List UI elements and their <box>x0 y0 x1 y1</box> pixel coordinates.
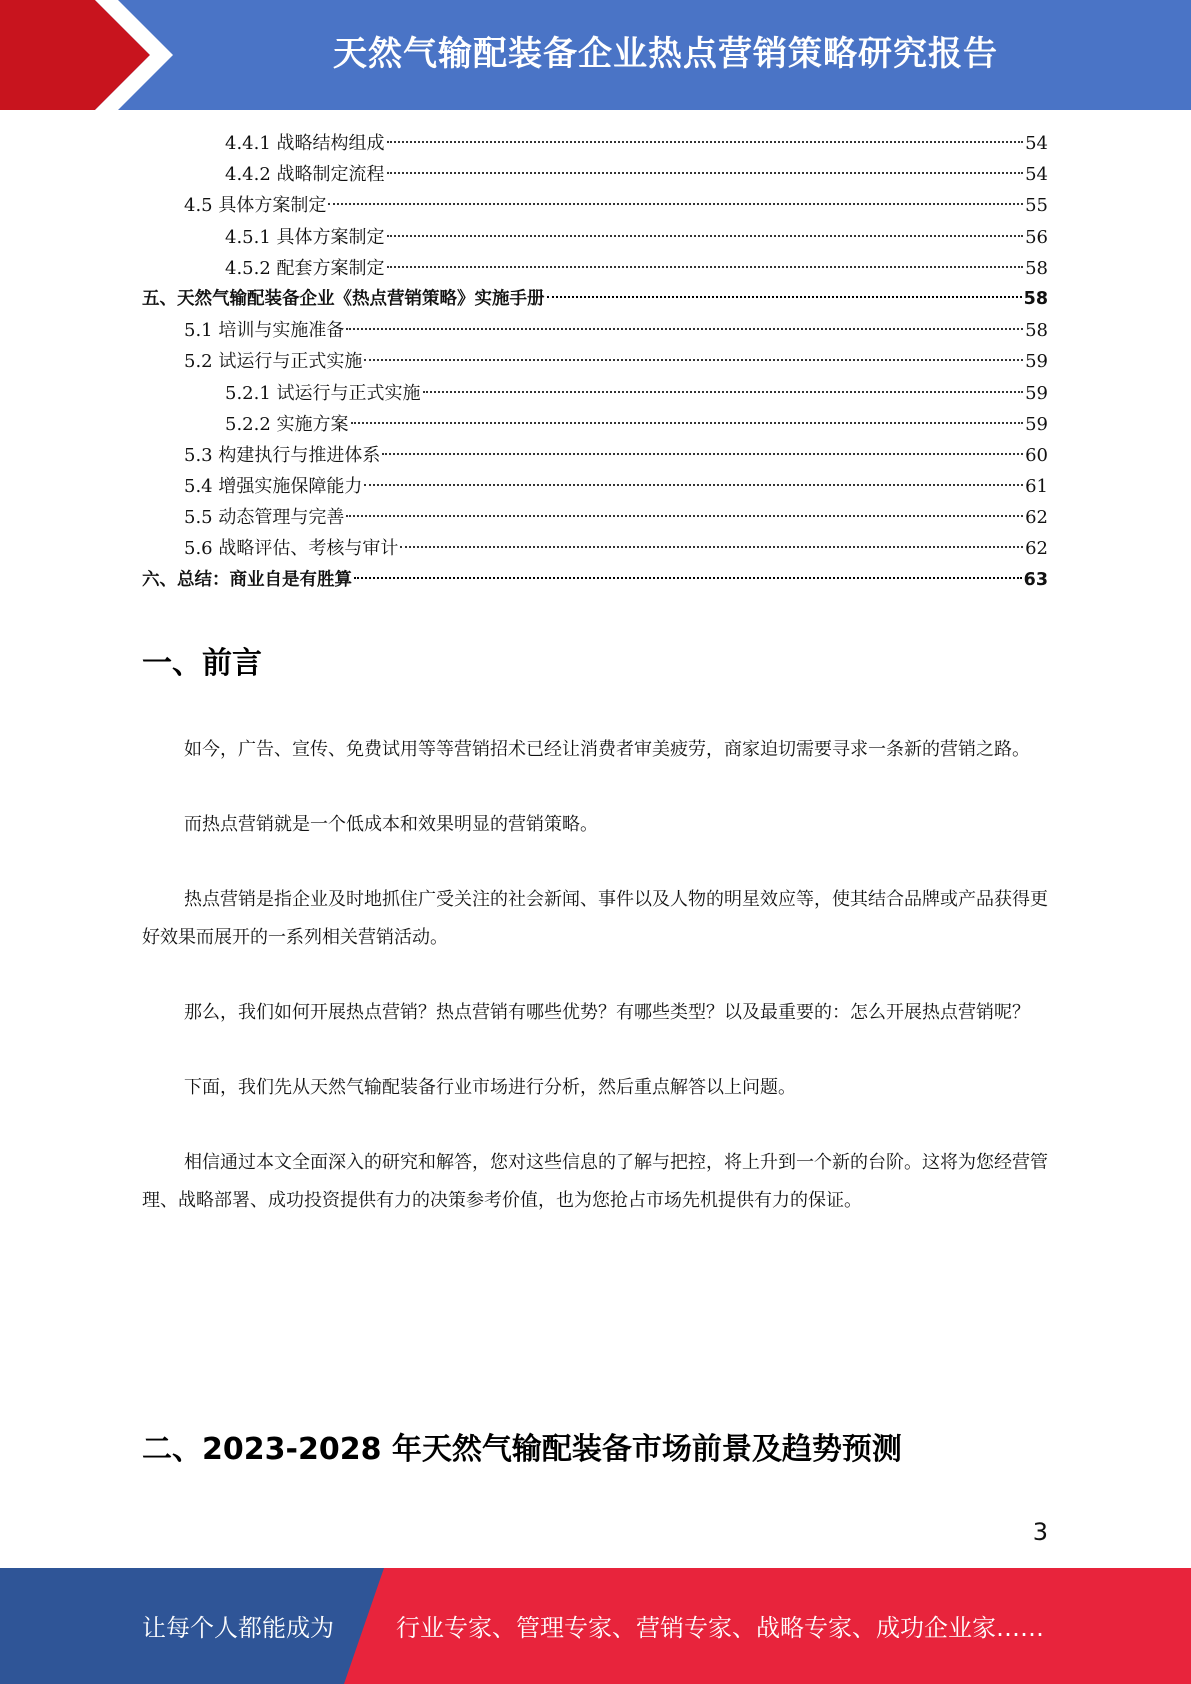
toc-dot-leader <box>346 328 1023 330</box>
toc-dot-leader <box>354 577 1022 579</box>
toc-dot-leader <box>351 422 1024 424</box>
preface-paragraph: 相信通过本文全面深入的研究和解答，您对这些信息的了解与把控，将上升到一个新的台阶。这将为您经营管理、战略部署、成功投资提供有力的决策参考价值，也为您抢占市场先机提供有力的保证。 <box>142 1152 1048 1211</box>
toc-dot-leader <box>382 453 1023 455</box>
preface-paragraph: 下面，我们先从天然气输配装备行业市场进行分析，然后重点解答以上问题。 <box>184 1077 796 1098</box>
toc-entry[interactable] <box>142 128 1048 159</box>
toc-entry-label: 5.3 构建执行与推进体系 <box>184 444 381 466</box>
toc-entry-page: 59 <box>1025 413 1048 435</box>
toc-entry-page: 61 <box>1025 476 1048 498</box>
toc-entry-page: 59 <box>1025 382 1048 404</box>
toc-entry-label: 4.5 具体方案制定 <box>184 195 327 217</box>
toc-dot-leader <box>547 296 1022 298</box>
toc-entry-page: 55 <box>1025 195 1048 217</box>
toc-entry-page: 59 <box>1025 351 1048 373</box>
preface-paragraph: 热点营销是指企业及时地抓住广受关注的社会新闻、事件以及人物的明星效应等，使其结合品牌或产品获得更好效果而展开的一系列相关营销活动。 <box>142 889 1048 948</box>
toc-entry[interactable] <box>142 533 1048 564</box>
toc-entry-label: 4.4.1 战略结构组成 <box>225 133 385 154</box>
toc-entry-label: 5.1 培训与实施准备 <box>184 320 345 342</box>
toc-entry[interactable] <box>142 315 1048 346</box>
toc-entry[interactable] <box>142 222 1048 253</box>
report-title: 天然气输配装备企业热点营销策略研究报告 <box>333 34 998 74</box>
toc-entry-label: 4.5.1 具体方案制定 <box>225 226 385 248</box>
section-heading-market-forecast: 二、2023-2028 年天然气输配装备市场前景及趋势预测 <box>142 1432 902 1467</box>
toc-dot-leader <box>387 266 1024 268</box>
toc-entry-page: 56 <box>1025 226 1048 248</box>
toc-entry[interactable] <box>142 159 1048 190</box>
toc-entry-label: 5.5 动态管理与完善 <box>184 507 345 529</box>
toc-entry-label: 5.2.1 试运行与正式实施 <box>225 382 421 404</box>
toc-entry-page: 62 <box>1025 507 1048 529</box>
preface-paragraph: 那么，我们如何开展热点营销？热点营销有哪些优势？有哪些类型？以及最重要的：怎么开展热点营销呢？ <box>184 1002 1030 1023</box>
toc-entry-label: 5.2.2 实施方案 <box>225 413 349 435</box>
toc-entry[interactable] <box>142 565 1048 596</box>
toc-entry-page: 63 <box>1023 569 1048 590</box>
toc-entry[interactable] <box>142 409 1048 440</box>
page-number: 3 <box>1032 1518 1048 1546</box>
toc-entry[interactable] <box>142 502 1048 533</box>
toc-entry[interactable] <box>142 440 1048 471</box>
toc-entry[interactable] <box>142 471 1048 502</box>
toc-entry-page: 58 <box>1025 320 1048 342</box>
toc-entry-page: 60 <box>1025 444 1048 466</box>
toc-dot-leader <box>387 235 1024 237</box>
preface-paragraph: 而热点营销就是一个低成本和效果明显的营销策略。 <box>184 814 598 835</box>
preface-body <box>142 731 1048 1257</box>
toc-entry-page: 54 <box>1025 133 1048 154</box>
header-banner <box>0 0 1191 110</box>
toc-entry[interactable] <box>142 378 1048 409</box>
toc-dot-leader <box>364 484 1023 486</box>
footer-slogan-left: 让每个人都能成为 <box>142 1614 334 1642</box>
toc-dot-leader <box>400 546 1023 548</box>
toc-entry[interactable] <box>142 190 1048 221</box>
toc-dot-leader <box>387 141 1024 143</box>
toc-entry[interactable] <box>142 253 1048 284</box>
toc-entry[interactable] <box>142 346 1048 377</box>
toc-entry-label: 五、天然气输配装备企业《热点营销策略》实施手册 <box>142 288 545 309</box>
toc-dot-leader <box>423 391 1024 393</box>
toc-entry-label: 六、总结：商业自是有胜算 <box>142 569 352 590</box>
toc-entry-page: 62 <box>1025 538 1048 560</box>
toc-entry-label: 5.6 战略评估、考核与审计 <box>184 538 399 560</box>
toc-entry-page: 58 <box>1023 288 1048 309</box>
preface-paragraph: 如今，广告、宣传、免费试用等等营销招术已经让消费者审美疲劳，商家迫切需要寻求一条新的营销之路。 <box>184 739 1030 760</box>
footer-banner <box>0 1568 1191 1684</box>
toc-entry-page: 58 <box>1025 257 1048 279</box>
toc-entry-label: 4.4.2 战略制定流程 <box>225 164 385 186</box>
toc-dot-leader <box>387 172 1024 174</box>
toc-dot-leader <box>364 359 1023 361</box>
toc-dot-leader <box>346 515 1023 517</box>
toc-entry-label: 4.5.2 配套方案制定 <box>225 257 385 279</box>
toc-entry-page: 54 <box>1025 164 1048 186</box>
toc-entry[interactable] <box>142 284 1048 315</box>
footer-slogan-right: 行业专家、管理专家、营销专家、战略专家、成功企业家…… <box>396 1614 1044 1642</box>
toc-entry-label: 5.4 增强实施保障能力 <box>184 476 363 498</box>
toc-dot-leader <box>328 203 1023 205</box>
toc-entry-label: 5.2 试运行与正式实施 <box>184 351 363 373</box>
section-heading-preface: 一、前言 <box>142 646 262 681</box>
table-of-contents <box>142 128 1048 596</box>
